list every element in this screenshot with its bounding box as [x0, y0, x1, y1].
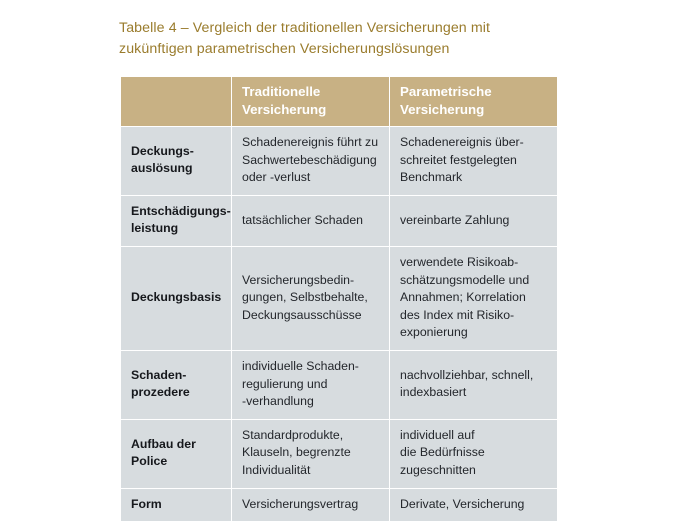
table-header-row: [121, 77, 557, 126]
traditional-cell: Standardprodukte, Klauseln, begrenzte Individualität: [232, 420, 389, 488]
parametric-cell: verwendete Risikoab- schätzungsmodelle und Annahmen; Korrelation des Index mit Risiko- exponierung: [390, 247, 557, 350]
parametric-cell: vereinbarte Zahlung: [390, 196, 557, 246]
table-row: [121, 196, 557, 246]
table-caption-line-2: zukünftigen parametrischen Versicherungslösungen: [119, 41, 450, 57]
parametric-cell: Schadenereignis über- schreitet festgelegten Benchmark: [390, 127, 557, 195]
traditional-cell: individuelle Schaden- regulierung und -verhandlung: [232, 351, 389, 419]
table-body: [121, 127, 557, 521]
table-caption: [119, 18, 559, 60]
comparison-table: [120, 76, 558, 522]
table-row: [121, 351, 557, 419]
table-header-parametric: Parametrische Versicherung: [390, 77, 557, 126]
table-caption-line-1: Tabelle 4 – Vergleich der traditionellen Versicherungen mit: [119, 20, 491, 36]
traditional-cell: Schadenereignis führt zu Sachwertebeschädigung oder -verlust: [232, 127, 389, 195]
traditional-cell: Versicherungsvertrag: [232, 489, 389, 522]
traditional-cell: Versicherungsbedin- gungen, Selbstbehalte, Deckungsausschüsse: [232, 247, 389, 350]
row-label-cell: Deckungs- auslösung: [121, 127, 231, 195]
table-row: [121, 420, 557, 488]
row-label-cell: Aufbau der Police: [121, 420, 231, 488]
table-row: [121, 127, 557, 195]
table-header: [121, 77, 557, 126]
parametric-cell: individuell auf die Bedürfnisse zugeschnitten: [390, 420, 557, 488]
table-header-traditional: Traditionelle Versicherung: [232, 77, 389, 126]
parametric-cell: Derivate, Versicherung: [390, 489, 557, 522]
table-row: [121, 247, 557, 350]
row-label-cell: Form: [121, 489, 231, 522]
table-row: [121, 489, 557, 522]
parametric-cell: nachvollziehbar, schnell, indexbasiert: [390, 351, 557, 419]
row-label-cell: Entschädigungs- leistung: [121, 196, 231, 246]
traditional-cell: tatsächlicher Schaden: [232, 196, 389, 246]
table-header-corner: [121, 77, 231, 126]
row-label-cell: Deckungsbasis: [121, 247, 231, 350]
row-label-cell: Schaden- prozedere: [121, 351, 231, 419]
